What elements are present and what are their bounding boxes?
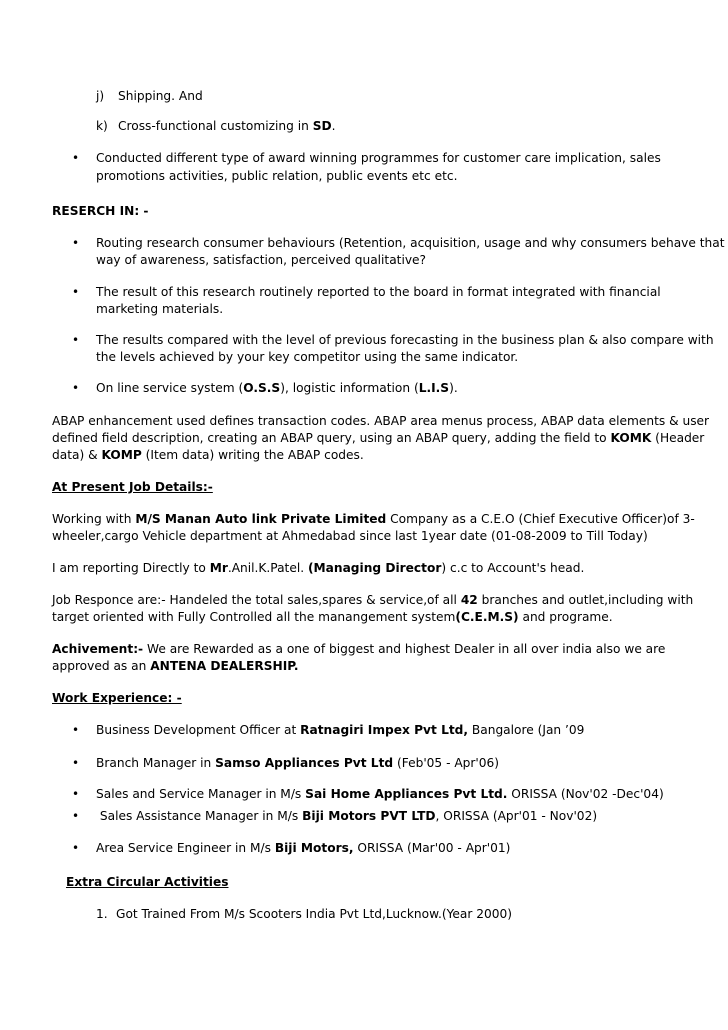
list-item-shipping: Shipping. And [118, 89, 203, 103]
bullet-icon: • [72, 723, 80, 737]
research-online-line [96, 380, 458, 397]
text-run: (Feb'05 - Apr'06) [393, 756, 500, 770]
work-item-5 [96, 840, 510, 857]
text-run: Job Responce are:- Handeled the total sales,spares & service,of all [52, 593, 461, 607]
company-name: Samso Appliances Pvt Ltd [215, 756, 394, 770]
extra-item-1: Got Trained From M/s Scooters India Pvt Ltd,Lucknow.(Year 2000) [116, 907, 513, 921]
extra-activities-heading: Extra Circular Activities [66, 875, 229, 889]
text-run: Branch Manager in [96, 756, 216, 770]
abap-line-2 [52, 430, 704, 447]
company-name: Biji Motors, [274, 841, 354, 855]
text-run: target oriented with Fully Controlled all the manangement system [52, 610, 456, 624]
abap-line-1: ABAP enhancement used defines transaction codes. ABAP area menus process, ABAP data elements & user [52, 414, 710, 428]
present-job-heading: At Present Job Details:- [52, 480, 213, 494]
extra-item-marker: 1. [96, 907, 108, 921]
text-run: Cross-functional customizing in [118, 119, 313, 133]
text-run: Bangalore (Jan ’09 [468, 723, 585, 737]
research-item-3-line-1: The results compared with the level of previous forecasting in the business plan & also compare with [96, 333, 714, 347]
working-line-2: wheeler,cargo Vehicle department at Ahmedabad since last 1year date (01-08-2009 to Till Today) [52, 529, 648, 543]
text-run: Sales and Service Manager in M/s [96, 787, 306, 801]
bullet-icon: • [72, 787, 80, 801]
text-run: I am reporting Directly to [52, 561, 210, 575]
company-name: M/S Manan Auto link Private Limited [135, 512, 387, 526]
reporting-line [52, 560, 584, 577]
bullet-icon: • [72, 151, 80, 165]
bold-run: O.S.S [243, 381, 281, 395]
bullet-icon: • [72, 236, 80, 250]
bullet-icon: • [72, 756, 80, 770]
bullet-icon: • [72, 381, 80, 395]
text-run: Business Development Officer at [96, 723, 301, 737]
work-item-4 [96, 808, 597, 825]
responsibility-line-2 [52, 609, 613, 626]
work-item-1 [96, 722, 584, 739]
text-run: . [331, 119, 336, 133]
company-name: Ratnagiri Impex Pvt Ltd, [300, 723, 469, 737]
text-run: Company as a C.E.O (Chief Executive Officer)of 3- [386, 512, 695, 526]
text-run: (Item data) writing the ABAP codes. [141, 448, 364, 462]
research-item-2-line-2: marketing materials. [96, 302, 224, 316]
text-run: defined field description, creating an ABAP query, using an ABAP query, adding the field to [52, 431, 611, 445]
responsibility-line-1 [52, 592, 693, 609]
conducted-line-1: Conducted different type of award winning programmes for customer care implication, sales [96, 151, 661, 165]
research-item-1-line-1: Routing research consumer behaviours (Retention, acquisition, usage and why consumers behave that [96, 236, 725, 250]
bullet-icon: • [72, 809, 80, 823]
research-item-3-line-2: the levels achieved by your key competitor using the same indicator. [96, 350, 519, 364]
text-run: .Anil.K.Patel. [227, 561, 308, 575]
text-run: (Header [651, 431, 705, 445]
work-experience-heading: Work Experience: - [52, 691, 182, 705]
bullet-icon: • [72, 285, 80, 299]
text-run: , ORISSA (Apr'01 - Nov'02) [435, 809, 598, 823]
text-run: ), logistic information ( [280, 381, 419, 395]
bold-run: Mr [209, 561, 228, 575]
bold-run: 42 [460, 593, 478, 607]
list-marker-k: k) [96, 119, 108, 133]
bold-run: SD [312, 119, 332, 133]
company-name: Biji Motors PVT LTD [302, 809, 436, 823]
bullet-icon: • [72, 841, 80, 855]
list-marker-j: j) [96, 89, 105, 103]
work-item-3 [96, 786, 664, 803]
text-run: ORISSA (Nov'02 -Dec'04) [507, 787, 664, 801]
text-run: On line service system ( [96, 381, 244, 395]
achievement-line-2 [52, 658, 299, 675]
text-run: data) & [52, 448, 102, 462]
conducted-line-2: promotions activities, public relation, public events etc etc. [96, 169, 458, 183]
text-run: We are Rewarded as a one of biggest and highest Dealer in all over india also we are [143, 642, 666, 656]
text-run: Working with [52, 512, 136, 526]
text-run: approved as an [52, 659, 151, 673]
bold-run: L.I.S [418, 381, 450, 395]
bold-run: Achivement:- [52, 642, 144, 656]
text-run: Sales Assistance Manager in M/s [96, 809, 303, 823]
bullet-icon: • [72, 333, 80, 347]
text-run: Area Service Engineer in M/s [96, 841, 275, 855]
bold-run: ANTENA DEALERSHIP. [150, 659, 299, 673]
bold-run: KOMK [610, 431, 652, 445]
research-item-1-line-2: way of awareness, satisfaction, perceived qualitative? [96, 253, 427, 267]
bold-run: (C.E.M.S) [455, 610, 519, 624]
text-run: ). [449, 381, 458, 395]
text-run: ) c.c to Account's head. [441, 561, 585, 575]
company-name: Sai Home Appliances Pvt Ltd. [305, 787, 508, 801]
text-run: and programe. [518, 610, 613, 624]
text-run: branches and outlet,including with [477, 593, 694, 607]
research-item-2-line-1: The result of this research routinely reported to the board in format integrated with financial [96, 285, 661, 299]
research-heading: RESERCH IN: - [52, 204, 149, 218]
work-item-2 [96, 755, 499, 772]
bold-run: KOMP [101, 448, 142, 462]
working-line-1 [52, 511, 695, 528]
achievement-line-1 [52, 641, 665, 658]
abap-line-3 [52, 447, 364, 464]
text-run: ORISSA (Mar'00 - Apr'01) [353, 841, 511, 855]
list-item-cross-functional [118, 118, 335, 135]
bold-run: (Managing Director [307, 561, 442, 575]
